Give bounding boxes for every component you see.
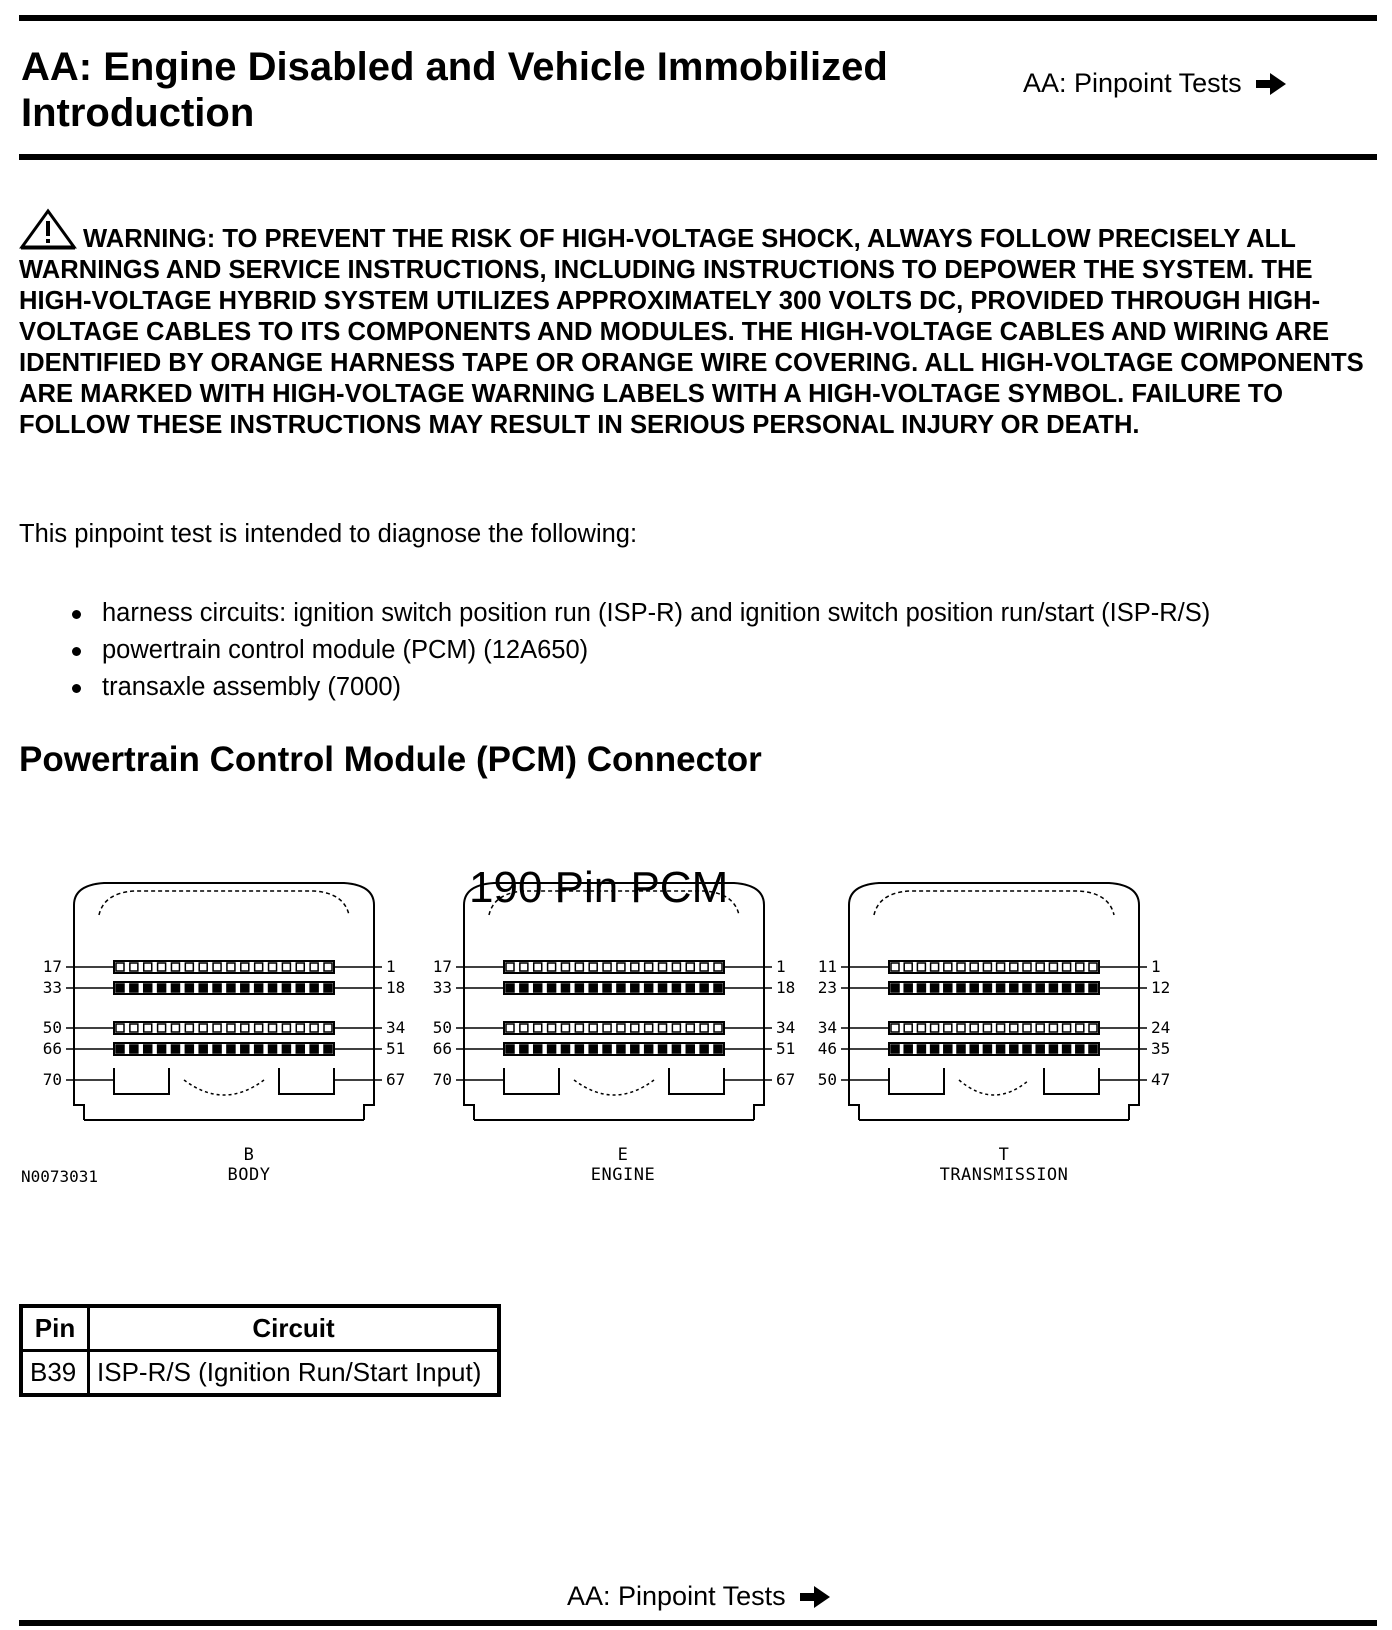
pin-cavity	[548, 1024, 556, 1032]
connector-outline-dashed	[99, 891, 349, 915]
pin-cavity	[269, 1045, 277, 1053]
pin-cavity	[269, 1024, 277, 1032]
pin-cavity	[931, 963, 939, 971]
pin-cavity	[983, 1024, 991, 1032]
pin-cavity	[158, 984, 166, 992]
pin-cavity	[241, 984, 249, 992]
pin-cavity	[917, 1024, 925, 1032]
pin-cavity	[282, 1024, 290, 1032]
title-line-2: Introduction	[21, 91, 255, 135]
pin-cavity	[561, 1024, 569, 1032]
pin-cavity	[130, 1024, 138, 1032]
pin-cavity	[1010, 1045, 1018, 1053]
pin-cavity	[1089, 984, 1097, 992]
pin-cavity	[269, 963, 277, 971]
pin-cavity	[116, 1045, 124, 1053]
large-cavity	[114, 1068, 169, 1094]
pin-cavity	[1049, 984, 1057, 992]
figure-title: 190 Pin PCM	[469, 863, 729, 912]
pin-cavity	[116, 984, 124, 992]
table-row	[21, 1351, 499, 1396]
pin-cavity	[645, 1045, 653, 1053]
pin-number-label: 66	[42, 1039, 62, 1058]
pin-cavity	[714, 1024, 722, 1032]
large-cavity	[889, 1068, 944, 1094]
pin-number-label: 33	[42, 978, 62, 997]
pin-cavity	[144, 963, 152, 971]
pin-cavity	[324, 963, 332, 971]
pin-cavity	[227, 984, 235, 992]
pin-cavity	[1010, 963, 1018, 971]
pin-cavity	[970, 1024, 978, 1032]
pin-number-label: 34	[817, 1018, 837, 1037]
pin-cavity	[1089, 963, 1097, 971]
large-cavity	[669, 1068, 724, 1094]
pin-cavity	[970, 984, 978, 992]
column-header-circuit: Circuit	[89, 1306, 500, 1351]
pin-cavity	[1023, 984, 1031, 992]
pin-cavity	[269, 984, 277, 992]
pin-cavity	[917, 1045, 925, 1053]
connector-label-transmission	[904, 1145, 1104, 1185]
pin-cavity	[296, 1024, 304, 1032]
pin-cavity	[944, 1045, 952, 1053]
pin-cavity	[185, 1045, 193, 1053]
pin-cavity	[617, 1045, 625, 1053]
large-cavity	[504, 1068, 559, 1094]
pin-cavity	[686, 963, 694, 971]
pin-cavity	[255, 1024, 263, 1032]
pin-cavity	[1010, 1024, 1018, 1032]
pin-cavity	[1076, 963, 1084, 971]
pin-cavity	[282, 984, 290, 992]
pin-number-label: 1	[1151, 957, 1161, 976]
pin-cavity	[548, 963, 556, 971]
pin-number-label: 1	[776, 957, 786, 976]
pin-cavity	[1076, 1045, 1084, 1053]
pin-cavity	[603, 1024, 611, 1032]
pin-number-label: 34	[386, 1018, 406, 1037]
pin-cavity	[1036, 963, 1044, 971]
pin-cavity	[589, 984, 597, 992]
pin-cavity	[520, 1024, 528, 1032]
pinpoint-tests-link-bottom[interactable]	[567, 1581, 830, 1612]
pin-cavity	[970, 1045, 978, 1053]
pin-cavity	[631, 1045, 639, 1053]
pin-cavity	[1049, 1024, 1057, 1032]
pin-cavity	[904, 1024, 912, 1032]
pin-number-label: 1	[386, 957, 396, 976]
pin-cavity	[116, 963, 124, 971]
pin-number-label: 34	[776, 1018, 796, 1037]
pin-cavity	[714, 984, 722, 992]
pin-cavity	[891, 963, 899, 971]
connector-letter: E	[617, 1145, 629, 1165]
pin-cavity	[1036, 984, 1044, 992]
connector-housing	[849, 883, 1139, 1120]
pin-cavity	[296, 963, 304, 971]
pin-cavity	[1063, 1045, 1071, 1053]
pin-cavity	[1076, 1024, 1084, 1032]
pin-cell: B39	[21, 1351, 89, 1396]
pin-cavity	[520, 984, 528, 992]
pin-cavity	[199, 963, 207, 971]
pin-cavity	[603, 963, 611, 971]
pin-cavity	[957, 1024, 965, 1032]
pin-cavity	[199, 984, 207, 992]
pin-cavity	[310, 963, 318, 971]
pin-cavity	[1089, 1045, 1097, 1053]
pin-cavity	[506, 963, 514, 971]
footer-rule	[19, 1620, 1377, 1626]
pin-cavity	[904, 1045, 912, 1053]
intro-text: This pinpoint test is intended to diagnose the following:	[19, 520, 638, 548]
pinpoint-tests-link-top[interactable]	[1023, 68, 1286, 99]
pin-cavity	[506, 984, 514, 992]
pin-cavity	[241, 963, 249, 971]
connector-outline-dashed	[874, 891, 1114, 915]
pin-cavity	[672, 1024, 680, 1032]
pin-cavity	[520, 1045, 528, 1053]
pin-number-label: 70	[42, 1070, 62, 1089]
pin-cavity	[144, 984, 152, 992]
pin-cavity	[891, 984, 899, 992]
header-rule	[19, 154, 1377, 160]
pin-cavity	[213, 1024, 221, 1032]
pin-cavity	[1036, 1045, 1044, 1053]
pin-cavity	[672, 963, 680, 971]
pin-number-label: 51	[386, 1039, 406, 1058]
pin-circuit-table	[19, 1304, 501, 1397]
pin-cavity	[227, 1024, 235, 1032]
pin-cavity	[645, 1024, 653, 1032]
pin-cavity	[659, 984, 667, 992]
warning-block	[19, 208, 1364, 441]
pin-cavity	[575, 963, 583, 971]
pin-cavity	[534, 984, 542, 992]
pin-cavity	[617, 984, 625, 992]
pin-cavity	[575, 1045, 583, 1053]
pin-cavity	[944, 984, 952, 992]
pin-cavity	[324, 1024, 332, 1032]
pin-cavity	[158, 1045, 166, 1053]
pin-cavity	[659, 963, 667, 971]
pin-number-label: 66	[432, 1039, 452, 1058]
pin-cavity	[1049, 1045, 1057, 1053]
pin-cavity	[645, 984, 653, 992]
pin-cavity	[255, 963, 263, 971]
connector-name: ENGINE	[590, 1165, 656, 1185]
pin-cavity	[324, 1045, 332, 1053]
pin-cavity	[282, 1045, 290, 1053]
pin-cavity	[130, 963, 138, 971]
pin-number-label: 46	[817, 1039, 837, 1058]
pin-cavity	[199, 1024, 207, 1032]
warning-triangle-icon	[19, 208, 77, 250]
pin-cavity	[1076, 984, 1084, 992]
pin-cavity	[672, 984, 680, 992]
connector-letter: B	[243, 1145, 255, 1165]
pin-cavity	[714, 963, 722, 971]
pin-cavity	[506, 1024, 514, 1032]
pin-cavity	[548, 984, 556, 992]
pin-cavity	[1063, 984, 1071, 992]
list-item: transaxle assembly (7000)	[102, 669, 1210, 706]
pin-cavity	[255, 984, 263, 992]
pin-cavity	[561, 984, 569, 992]
connector-housing	[74, 883, 374, 1120]
pin-cavity	[617, 1024, 625, 1032]
pin-cavity	[506, 1045, 514, 1053]
pin-cavity	[997, 1024, 1005, 1032]
pin-cavity	[171, 1045, 179, 1053]
pin-cavity	[931, 1024, 939, 1032]
pin-cavity	[199, 1045, 207, 1053]
pin-cavity	[144, 1045, 152, 1053]
pin-cavity	[957, 963, 965, 971]
pin-cavity	[1023, 963, 1031, 971]
pin-cavity	[983, 1045, 991, 1053]
connector-housing	[464, 883, 764, 1120]
cavity-divider	[184, 1080, 264, 1095]
pin-cavity	[589, 963, 597, 971]
diagnosis-list	[66, 595, 1210, 706]
pin-cavity	[171, 1024, 179, 1032]
pin-cavity	[575, 984, 583, 992]
pin-cavity	[589, 1024, 597, 1032]
pin-number-label: 50	[42, 1018, 62, 1037]
pin-cavity	[296, 1045, 304, 1053]
list-item: harness circuits: ignition switch position run (ISP-R) and ignition switch position run/start (ISP-R/S)	[102, 595, 1210, 632]
pin-number-label: 11	[817, 957, 837, 976]
pin-number-label: 17	[42, 957, 62, 976]
pin-number-label: 35	[1151, 1039, 1171, 1058]
pin-number-label: 12	[1151, 978, 1171, 997]
pin-number-label: 23	[817, 978, 837, 997]
table-header-row	[21, 1306, 499, 1351]
pin-number-label: 70	[432, 1070, 452, 1089]
pin-cavity	[983, 984, 991, 992]
warning-text: WARNING: TO PREVENT THE RISK OF HIGH-VOLTAGE SHOCK, ALWAYS FOLLOW PRECISELY ALL WARNINGS AND SERVICE INSTRUCTIONS, INCLUDING INSTRUCTIONS TO DEPOWER THE SYSTEM. THE HIGH-VOLTAGE HYBRID SYSTEM UTILIZES APPROXIMATELY 300 VOLTS DC, PROVIDED THROUGH HIGH-VOLTAGE CABLES TO ITS COMPONENTS AND MODULES. THE HIGH-VOLTAGE CABLES AND WIRING ARE IDENTIFIED BY ORANGE HARNESS TAPE OR ORANGE WIRE COVERING. ALL HIGH-VOLTAGE COMPONENTS ARE MARKED WITH HIGH-VOLTAGE WARNING LABELS WITH A HIGH-VOLTAGE SYMBOL. FAILURE TO FOLLOW THESE INSTRUCTIONS MAY RESULT IN SERIOUS PERSONAL INJURY OR DEATH.	[19, 225, 1364, 439]
pin-cavity	[891, 1024, 899, 1032]
pin-number-label: 18	[386, 978, 406, 997]
pin-cavity	[631, 984, 639, 992]
pin-cavity	[917, 984, 925, 992]
pin-cavity	[310, 1024, 318, 1032]
pin-cavity	[631, 1024, 639, 1032]
pin-cavity	[213, 984, 221, 992]
pin-number-label: 67	[776, 1070, 796, 1089]
pin-cavity	[603, 1045, 611, 1053]
pin-cavity	[686, 984, 694, 992]
pin-cavity	[686, 1045, 694, 1053]
circuit-cell: ISP-R/S (Ignition Run/Start Input)	[89, 1351, 500, 1396]
pin-cavity	[171, 984, 179, 992]
pin-cavity	[310, 1045, 318, 1053]
pin-cavity	[130, 984, 138, 992]
pinpoint-tests-link-label: AA: Pinpoint Tests	[567, 1581, 786, 1611]
top-rule	[19, 15, 1377, 21]
pin-cavity	[1063, 963, 1071, 971]
list-item: powertrain control module (PCM) (12A650)	[102, 632, 1210, 669]
pin-cavity	[700, 1045, 708, 1053]
pin-cavity	[561, 963, 569, 971]
title-line-1: AA: Engine Disabled and Vehicle Immobilized	[21, 45, 888, 89]
pin-cavity	[310, 984, 318, 992]
pin-cavity	[1023, 1024, 1031, 1032]
pin-cavity	[997, 984, 1005, 992]
pin-cavity	[561, 1045, 569, 1053]
connector-outline-dashed	[489, 891, 739, 915]
column-header-pin: Pin	[21, 1306, 89, 1351]
pin-cavity	[185, 963, 193, 971]
pin-cavity	[296, 984, 304, 992]
connector-name: TRANSMISSION	[939, 1165, 1069, 1185]
pin-cavity	[672, 1045, 680, 1053]
pin-number-label: 51	[776, 1039, 796, 1058]
pin-cavity	[645, 963, 653, 971]
pin-number-label: 50	[432, 1018, 452, 1037]
pinpoint-tests-link-label: AA: Pinpoint Tests	[1023, 68, 1242, 98]
figure-id: N0073031	[21, 1167, 99, 1186]
pin-cavity	[1049, 963, 1057, 971]
pin-cavity	[534, 963, 542, 971]
pin-cavity	[944, 963, 952, 971]
pin-cavity	[171, 963, 179, 971]
connector-label-body	[169, 1145, 329, 1185]
pin-cavity	[227, 1045, 235, 1053]
connector-letter: T	[998, 1145, 1010, 1165]
pin-cavity	[904, 984, 912, 992]
pin-cavity	[213, 1045, 221, 1053]
pin-cavity	[931, 1045, 939, 1053]
pin-cavity	[944, 1024, 952, 1032]
pin-cavity	[970, 963, 978, 971]
pin-cavity	[158, 963, 166, 971]
pin-cavity	[617, 963, 625, 971]
pin-cavity	[686, 1024, 694, 1032]
pin-number-label: 18	[776, 978, 796, 997]
pin-cavity	[1036, 1024, 1044, 1032]
pin-cavity	[983, 963, 991, 971]
pin-cavity	[520, 963, 528, 971]
pin-cavity	[891, 1045, 899, 1053]
pin-cavity	[158, 1024, 166, 1032]
pin-cavity	[130, 1045, 138, 1053]
cavity-divider	[959, 1080, 1029, 1095]
pin-cavity	[241, 1024, 249, 1032]
pin-cavity	[931, 984, 939, 992]
pcm-connector-figure	[19, 855, 1179, 1195]
pin-cavity	[997, 963, 1005, 971]
pin-number-label: 33	[432, 978, 452, 997]
pcm-connector-diagram	[19, 855, 1179, 1195]
pin-cavity	[603, 984, 611, 992]
pin-cavity	[324, 984, 332, 992]
pin-cavity	[917, 963, 925, 971]
pin-cavity	[282, 963, 290, 971]
pin-cavity	[534, 1045, 542, 1053]
pin-cavity	[548, 1045, 556, 1053]
connector-label-engine	[543, 1145, 703, 1185]
pin-cavity	[957, 1045, 965, 1053]
pin-cavity	[957, 984, 965, 992]
pin-cavity	[997, 1045, 1005, 1053]
pin-cavity	[241, 1045, 249, 1053]
pin-cavity	[1023, 1045, 1031, 1053]
pin-cavity	[227, 963, 235, 971]
pin-cavity	[700, 963, 708, 971]
right-arrow-icon	[800, 1586, 830, 1608]
pin-cavity	[534, 1024, 542, 1032]
pin-cavity	[185, 984, 193, 992]
connector-name: BODY	[227, 1165, 271, 1185]
large-cavity	[279, 1068, 334, 1094]
pin-number-label: 47	[1151, 1070, 1171, 1089]
pin-cavity	[213, 963, 221, 971]
pin-cavity	[185, 1024, 193, 1032]
pin-cavity	[144, 1024, 152, 1032]
pin-cavity	[714, 1045, 722, 1053]
pin-cavity	[700, 984, 708, 992]
pin-cavity	[659, 1024, 667, 1032]
pin-number-label: 50	[817, 1070, 837, 1089]
pin-cavity	[575, 1024, 583, 1032]
pin-cavity	[700, 1024, 708, 1032]
pin-cavity	[255, 1045, 263, 1053]
pin-cavity	[1010, 984, 1018, 992]
section-heading: Powertrain Control Module (PCM) Connector	[19, 740, 762, 779]
pin-cavity	[631, 963, 639, 971]
pin-cavity	[904, 963, 912, 971]
pin-number-label: 67	[386, 1070, 406, 1089]
pin-cavity	[1089, 1024, 1097, 1032]
pin-cavity	[659, 1045, 667, 1053]
pin-number-label: 17	[432, 957, 452, 976]
large-cavity	[1044, 1068, 1099, 1094]
pin-cavity	[116, 1024, 124, 1032]
pin-cavity	[589, 1045, 597, 1053]
pin-cavity	[1063, 1024, 1071, 1032]
cavity-divider	[574, 1080, 654, 1095]
right-arrow-icon	[1256, 73, 1286, 95]
pin-number-label: 24	[1151, 1018, 1171, 1037]
page-title	[21, 44, 961, 136]
